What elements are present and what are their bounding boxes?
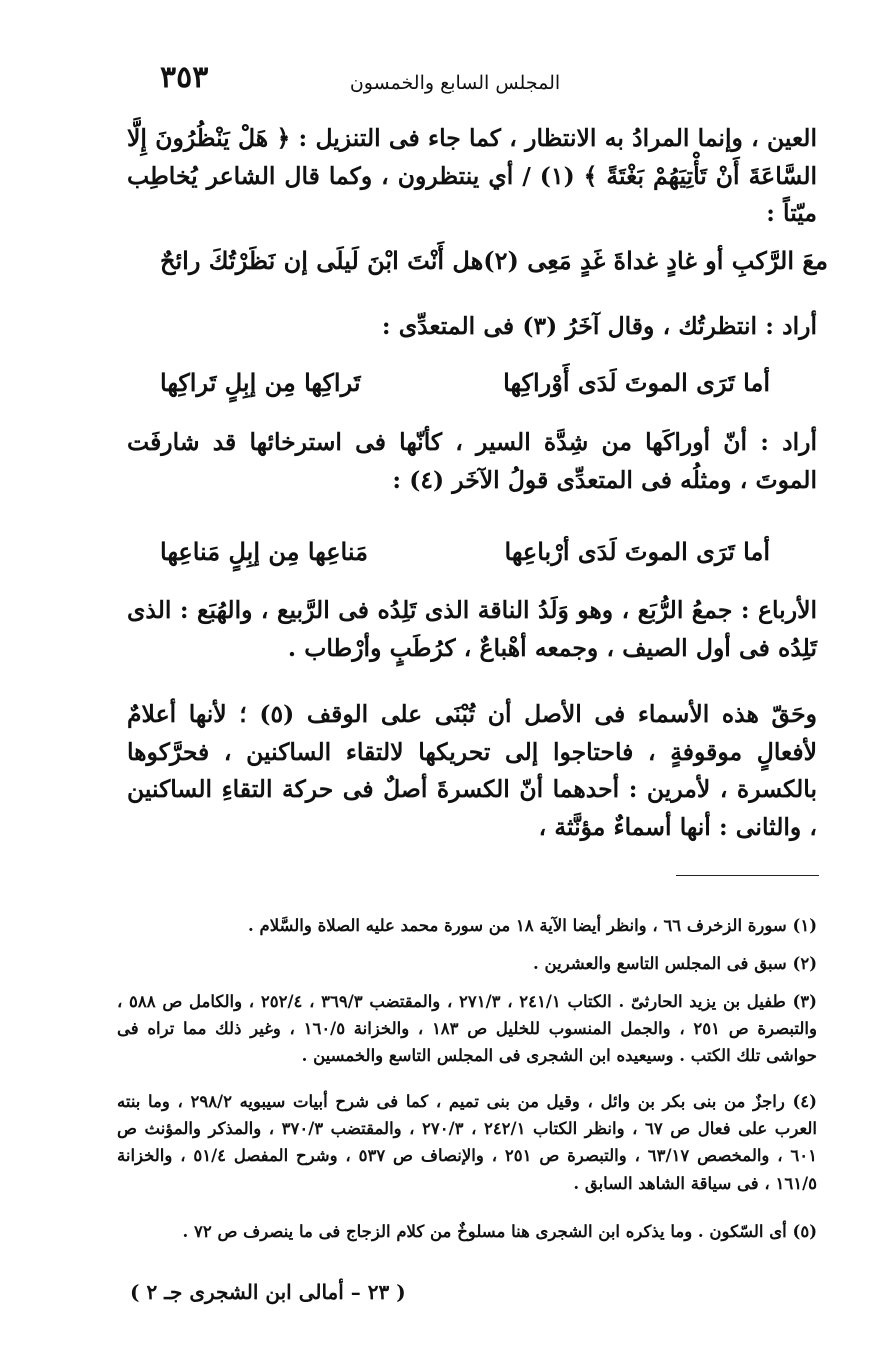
paragraph-4: الأرباع : جمعُ الرُّبَع ، وهو وَلَدُ الناقة الذى تَلِدُه فى الرَّبيع ، والهُبَع : الذى تَلِدُه فى أول الصيف ، وجمعه أهْباعٌ ، كرُطَبٍ وأرْطاب . <box>127 596 817 662</box>
footnote-3: (٣) طفيل بن يزيد الحارثىّ . الكتاب ٢٤١/١ ، ٢٧١/٣ ، والمقتضب ٣٦٩/٣ ، ٢٥٢/٤ ، والكامل ص ٥٨٨ ، والتبصرة ص ٢٥١ ، والجمل المنسوب للخليل ص ١٨٣ ، والخزانة ١٦٠/٥ ، وغير ذلك مما تراه فى حواشى تلك الكتب . وسيعيده ابن الشجرى فى المجلس التاسع والخمسين . <box>117 992 817 1066</box>
verse-3-first-hemistich: مَناعِها مِن إبِلٍ مَناعِها <box>160 537 368 566</box>
page-number: ٣٥٣ <box>160 60 209 95</box>
footnote-2: (٢) سبق فى المجلس التاسع والعشرين . <box>533 954 817 973</box>
verse-1-first-hemistich: هل أَنْتَ ابْنَ لَيلَى إن نَظَرْتُكَ رائحٌ <box>160 246 484 275</box>
verse-2-first-hemistich: تَراكِها مِن إبِلٍ تَراكِها <box>160 368 361 397</box>
verse-3 <box>160 537 770 566</box>
verse-2-second-hemistich: أما تَرَى الموتَ لَدَى أَوْراكِها <box>503 368 770 397</box>
verse-1 <box>160 246 828 275</box>
signature-mark: ( ٢٣ – أمالى ابن الشجرى جـ ٢ ) <box>130 1280 406 1304</box>
verse-1-second-hemistich: معَ الرَّكبِ أو غادٍ غداةَ غَدٍ مَعِى (٢) <box>483 246 828 275</box>
verse-2 <box>160 368 770 397</box>
footnote-5: (٥) أى السّكون . وما يذكره ابن الشجرى هنا مسلوخٌ من كلام الزجاج فى ما ينصرف ص ٧٢ . <box>182 1222 817 1241</box>
footnote-separator <box>676 875 819 876</box>
footnote-4: (٤) راجزٌ من بنى بكر بن وائل ، وقيل من بنى تميم ، كما فى شرح أبيات سيبويه ٢٩٨/٢ ، وما بنته العرب على فعال ص ٦٧ ، وانظر الكتاب ٢٤٢/١ ، ٢٧٠/٣ ، والمقتضب ٣٧٠/٣ ، والمذكر والمؤنث ص ٦٠١ ، والمخصص ٦٣/١٧ ، والتبصرة ص ٢٥١ ، والإنصاف ص ٥٣٧ ، وشرح المفصل ٥١/٤ ، والخزانة ١٦١/٥ ، فى سياقة الشاهد السابق . <box>117 1092 818 1193</box>
verse-3-second-hemistich: أما تَرَى الموتَ لَدَى أرْباعِها <box>504 537 770 566</box>
footnote-1: (١) سورة الزخرف ٦٦ ، وانظر أيضا الآية ١٨ من سورة محمد عليه الصلاة والسَّلام . <box>248 916 817 935</box>
paragraph-1: العين ، وإنما المرادُ به الانتظار ، كما جاء فى التنزيل : ﴿ هَلْ يَنْظُرُونَ إِلَّا السَّاعَةَ أَنْ تَأْتِيَهُمْ بَغْتَةً ﴾ (١) / أي ينتظرون ، وكما قال الشاعر يُخاطِب ميّتاً : <box>127 124 818 228</box>
paragraph-2: أراد : انتظرتُك ، وقال آخَرُ (٣) فى المتعدِّى : <box>381 312 817 340</box>
running-head: المجلس السابع والخمسون <box>349 72 561 94</box>
paragraph-5: وحَقّ هذه الأسماء فى الأصل أن تُبْنَى على الوقف (٥) ؛ لأنها أعلامٌ لأفعالٍ موقوفةٍ ، فاحتاجوا إلى تحريكها لالتقاء الساكنين ، فحرَّكوها بالكسرة ، لأمرين : أحدهما أنّ الكسرةَ أصلٌ فى حركة التقاءِ الساكنين ، والثانى : أنها أسماءٌ مؤنَّثة ، <box>127 700 817 841</box>
paragraph-3: أراد : أنّ أوراكَها من شِدَّة السير ، كأنّها فى استرخائها قد شارفَت الموتَ ، ومثلُه فى المتعدِّى قولُ الآخَر (٤) : <box>127 428 817 494</box>
